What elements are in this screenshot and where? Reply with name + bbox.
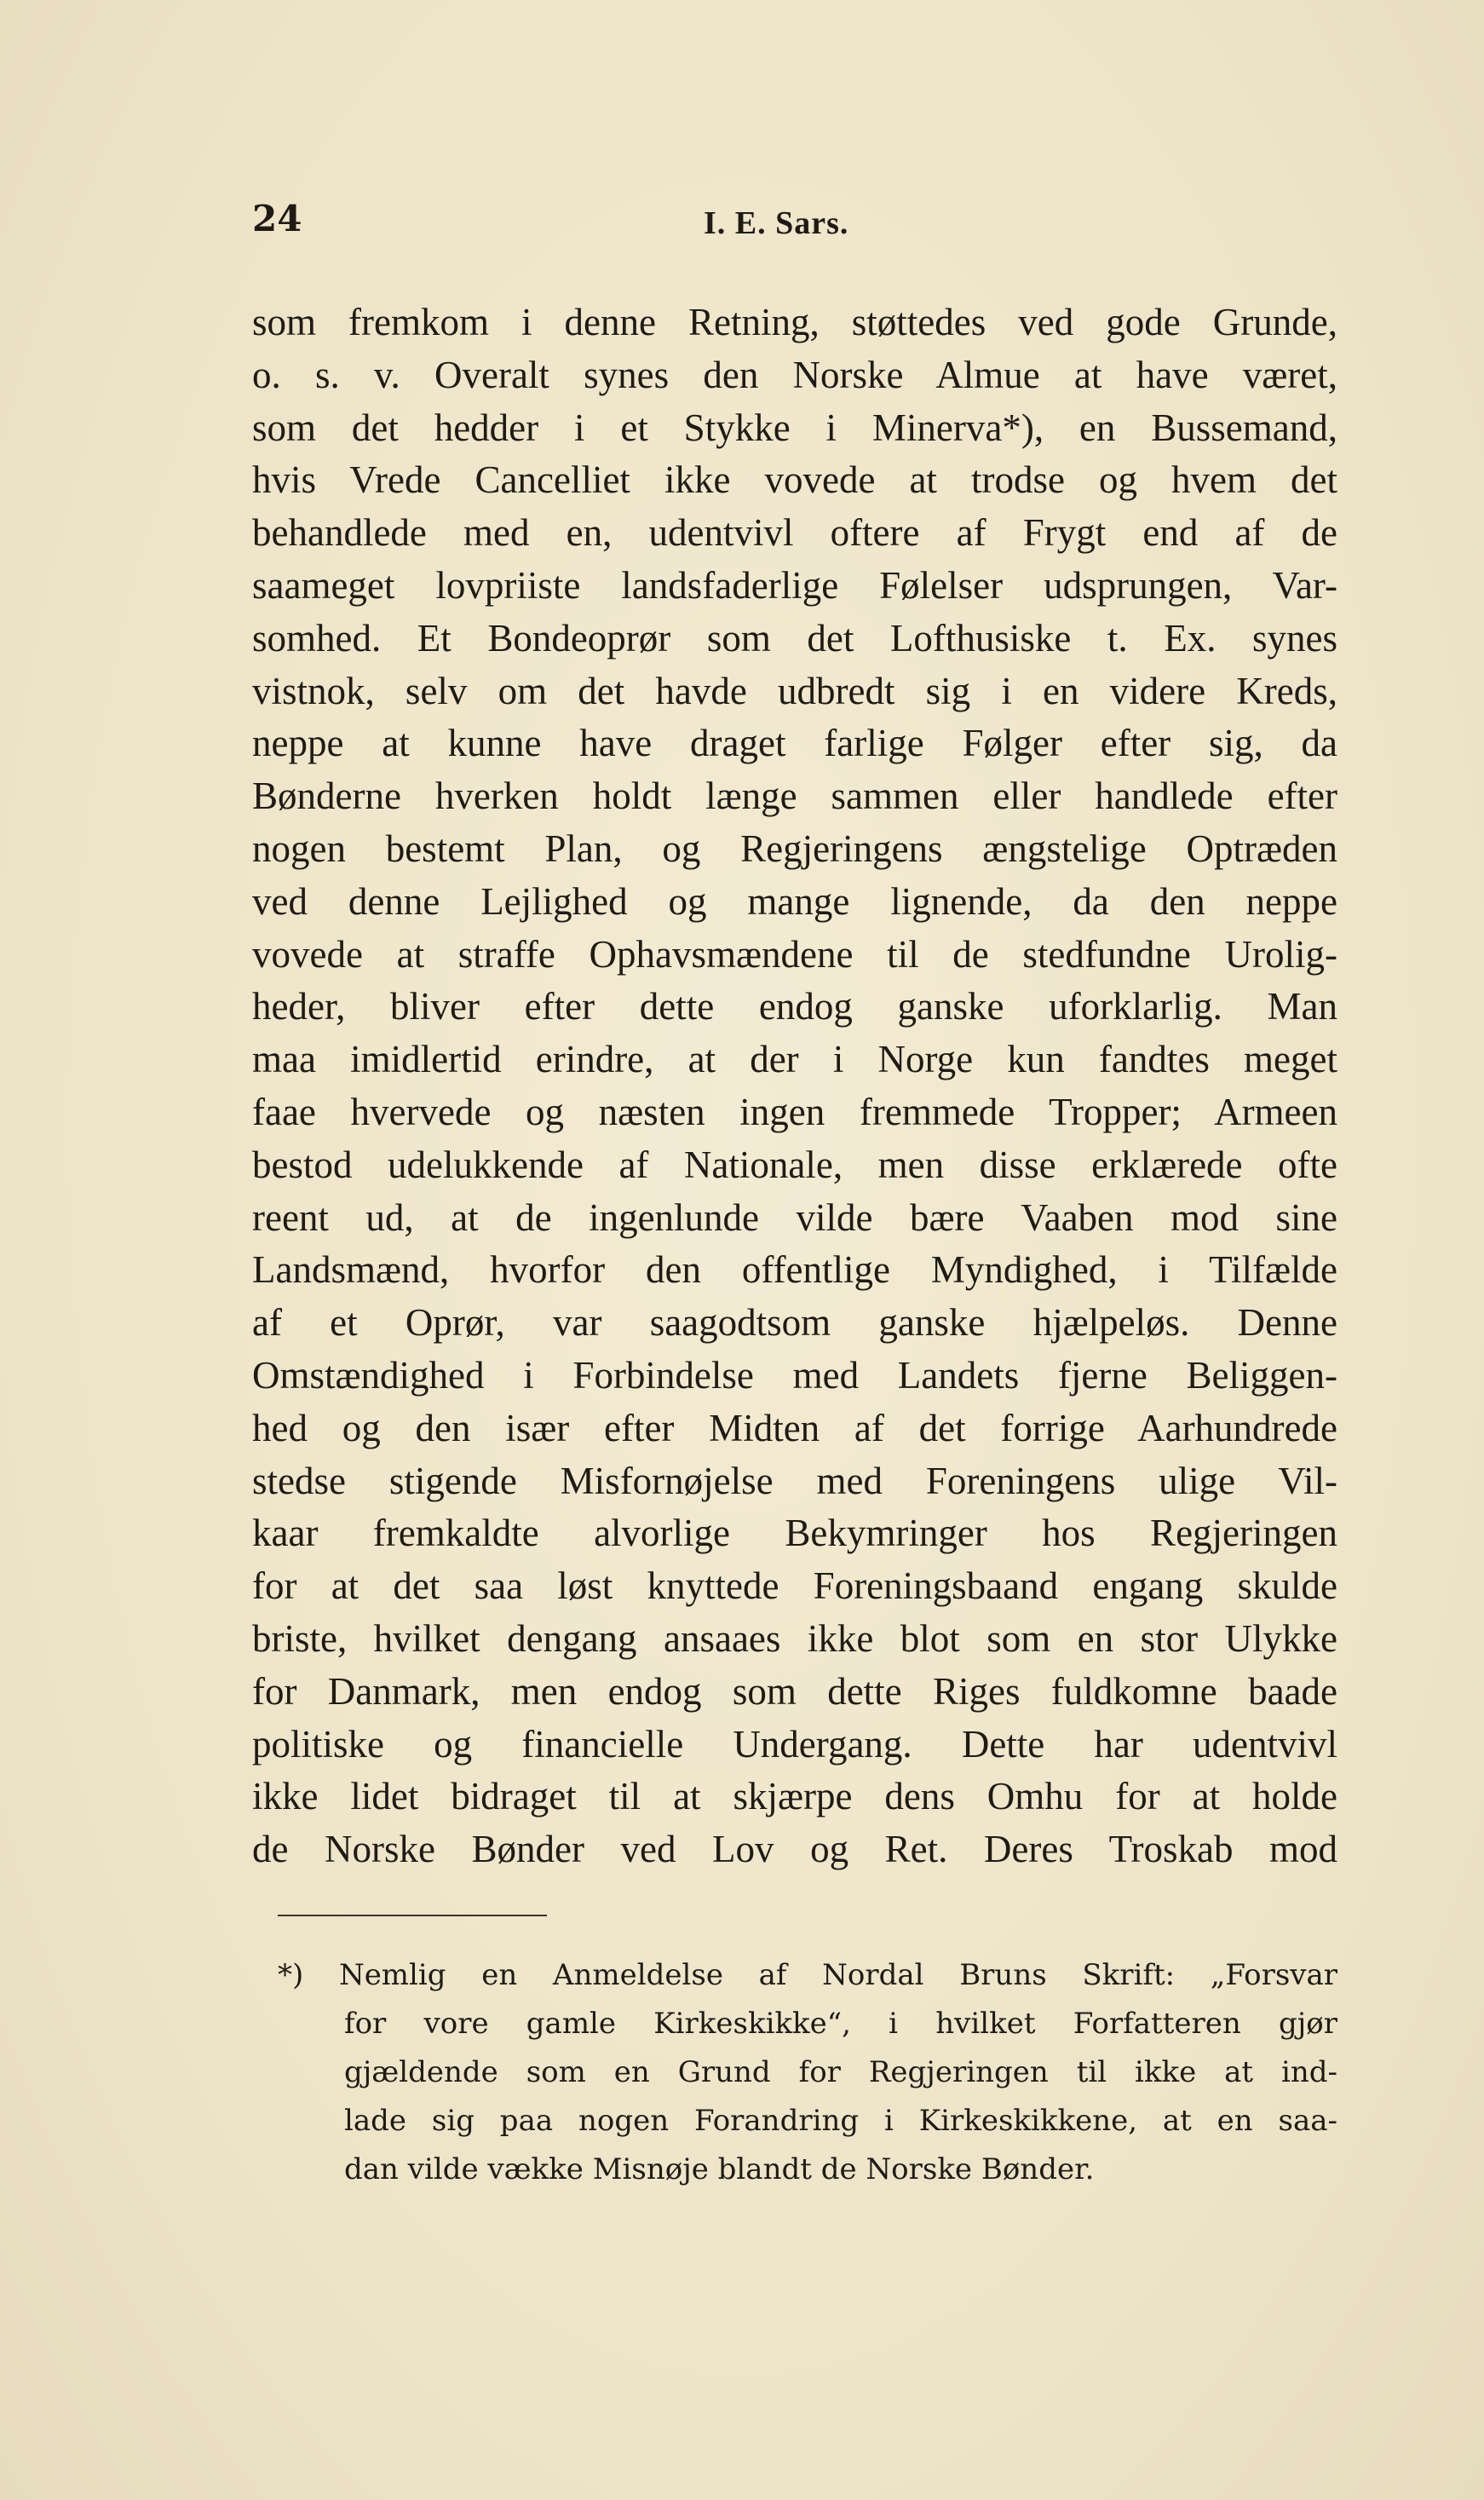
text-line: som det hedder i et Stykke i Minerva*), en Bussemand, — [252, 406, 1337, 449]
text-line: for at det saa løst knyttede Foreningsbaand engang skulde — [252, 1564, 1337, 1608]
text-line: Bønderne hverken holdt længe sammen eller handlede efter — [252, 775, 1337, 818]
text-line: for Danmark, men endog som dette Riges fuldkomne baade — [252, 1669, 1337, 1713]
footnote — [278, 1951, 1337, 2194]
text-line: neppe at kunne have draget farlige Følger efter sig, da — [252, 722, 1337, 765]
text-line: ikke lidet bidraget til at skjærpe dens Omhu for at holde — [252, 1775, 1337, 1818]
text-line: politiske og financielle Undergang. Dette har udentvivl — [252, 1722, 1337, 1766]
footnote-line: lade sig paa nogen Forandring i Kirkeskikkene, at en saa- — [344, 2104, 1337, 2138]
body-text — [252, 297, 1337, 1876]
footnote-line: dan vilde vække Misnøje blandt de Norske Bønder. — [344, 2152, 1095, 2186]
running-head: I. E. Sars. — [704, 205, 849, 241]
text-line: bestod udelukkende af Nationale, men disse erklærede ofte — [252, 1143, 1337, 1186]
page-header — [252, 198, 1334, 249]
text-line: maa imidlertid erindre, at der i Norge kun fandtes meget — [252, 1038, 1337, 1081]
text-line: vovede at straffe Ophavsmændene til de stedfundne Urolig- — [252, 932, 1337, 976]
text-line: vistnok, selv om det havde udbredt sig i en videre Kreds, — [252, 669, 1337, 712]
text-line: reent ud, at de ingenlunde vilde bære Vaaben mod sine — [252, 1195, 1337, 1239]
text-line: som fremkom i denne Retning, støttedes ved gode Grunde, — [252, 301, 1337, 343]
text-line: stedse stigende Misfornøjelse med Foreningens ulige Vil- — [252, 1459, 1337, 1502]
text-line: somhed. Et Bondeoprør som det Lofthusiske t. Ex. synes — [252, 616, 1337, 660]
text-line: briste, hvilket dengang ansaaes ikke blot som en stor Ulykke — [252, 1616, 1337, 1660]
text-line: hvis Vrede Cancelliet ikke vovede at trodse og hvem det — [252, 458, 1337, 502]
text-line: Omstændighed i Forbindelse med Landets fjerne Beliggen- — [252, 1353, 1337, 1397]
text-line: ved denne Lejlighed og mange lignende, da den neppe — [252, 879, 1337, 923]
page-number: 24 — [252, 198, 302, 239]
text-line: o. s. v. Overalt synes den Norske Almue at have været, — [252, 353, 1337, 396]
text-line: nogen bestemt Plan, og Regjeringens ængstelige Optræden — [252, 827, 1337, 870]
footnote-line: gjældende som en Grund for Regjeringen til ikke at ind- — [344, 2055, 1337, 2089]
text-line: af et Oprør, var saagodtsom ganske hjælpeløs. Denne — [252, 1301, 1337, 1345]
text-line: Landsmænd, hvorfor den offentlige Myndighed, i Tilfælde — [252, 1248, 1337, 1292]
footnote-divider — [278, 1915, 547, 1916]
text-line: heder, bliver efter dette endog ganske uforklarlig. Man — [252, 985, 1337, 1028]
text-line: kaar fremkaldte alvorlige Bekymringer hos Regjeringen — [252, 1512, 1337, 1555]
text-line: saameget lovpriiste landsfaderlige Følelser udsprungen, Var- — [252, 563, 1337, 607]
text-line: de Norske Bønder ved Lov og Ret. Deres Troskab mod — [252, 1828, 1337, 1871]
text-line: behandlede med en, udentvivl oftere af Frygt end af de — [252, 511, 1337, 555]
text-line: hed og den især efter Midten af det forrige Aarhundrede — [252, 1406, 1337, 1449]
footnote-line: *) Nemlig en Anmeldelse af Nordal Bruns Skrift: „Forsvar — [278, 1958, 1337, 1992]
text-line: faae hvervede og næsten ingen fremmede Tropper; Armeen — [252, 1090, 1337, 1133]
footnote-line: for vore gamle Kirkeskikke“, i hvilket Forfatteren gjør — [344, 2007, 1337, 2041]
